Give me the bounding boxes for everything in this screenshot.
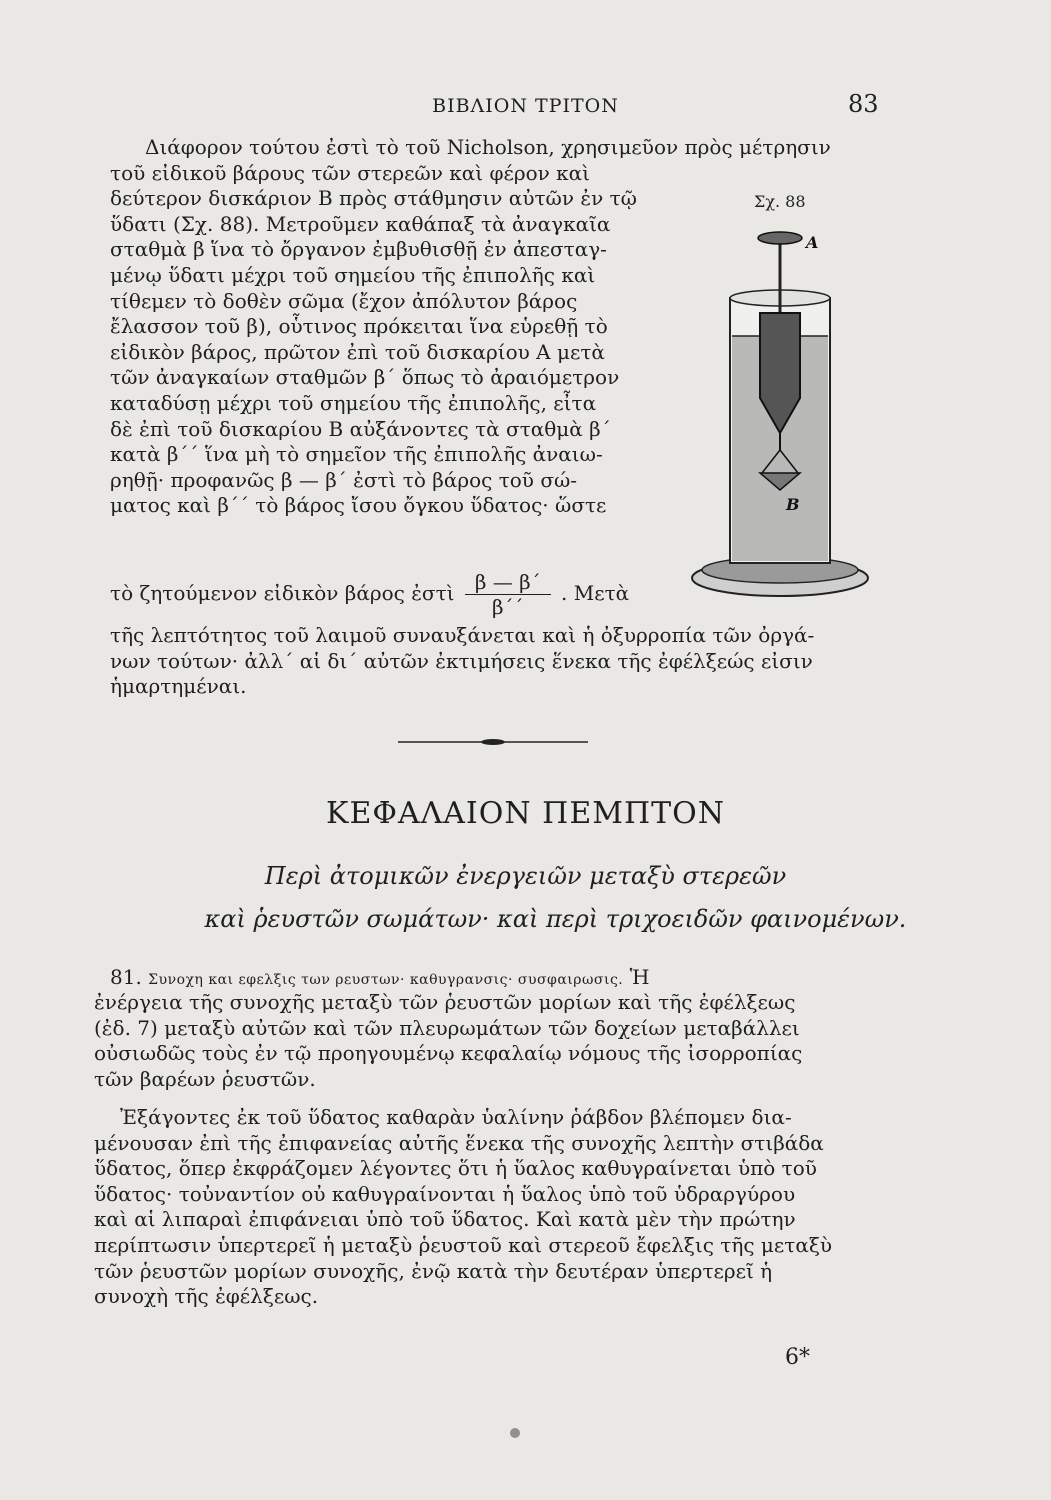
text-line: ματος καὶ β΄΄ τὸ βάρος ἴσου ὄγκου ὕδατος· ὥστε (110, 493, 607, 518)
chapter-subtitle-line-1: Περὶ ἀτομικῶν ἐνεργειῶν μεταξὺ στερεῶν (264, 862, 787, 890)
text-line: (ἐδ. 7) μεταξὺ αὐτῶν καὶ τῶν πλευρωμάτων τῶν δοχείων μεταβάλλει (94, 1015, 800, 1040)
text-line: ὕδατος, ὅπερ ἐκφράζομεν λέγοντες ὅτι ἡ ὕαλος καθυγραίνεται ὑπὸ τοῦ (94, 1156, 817, 1181)
fraction-numerator: β — β΄ (465, 570, 551, 595)
text-line: τοῦ εἰδικοῦ βάρους τῶν στερεῶν καὶ φέρον καὶ (110, 160, 590, 185)
formula-prefix: τὸ ζητούμενον εἰδικὸν βάρος ἐστὶ (110, 581, 455, 605)
text-line: ρηθῇ· προφανῶς β — β΄ ἐστὶ τὸ βάρος τοῦ σώ- (110, 467, 578, 492)
specific-gravity-fraction (465, 570, 551, 619)
paragraph-wetting (94, 1131, 862, 1310)
text-line: περίπτωσιν ὑπερτερεῖ ἡ μεταξὺ ῥευστοῦ καὶ στερεοῦ ἔφελξις τῆς μεταξὺ (94, 1232, 833, 1257)
formula-suffix: . Μετὰ (561, 581, 630, 605)
text-line: ἡμαρτημέναι. (110, 674, 247, 699)
fraction-denominator: β΄΄ (491, 595, 524, 619)
text-line: νων τούτων· ἀλλ΄ αἱ δι΄ αὐτῶν ἐκτιμήσεις ἕνεκα τῆς ἐφέλξεώς εἰσιν (110, 648, 813, 673)
section-divider (398, 738, 588, 746)
text-line: τῶν βαρέων ῥευστῶν. (94, 1066, 316, 1091)
formula-line (110, 570, 629, 619)
paragraph-first-line: Ἐξάγοντες ἐκ τοῦ ὕδατος καθαρὰν ὑαλίνην ῥάβδον βλέπομεν δια- (120, 1105, 792, 1129)
text-line: ὕδατος· τοὐναντίον οὐ καθυγραίνονται ἡ ὕαλος ὑπὸ τοῦ ὑδραργύρου (94, 1181, 796, 1206)
section-heading-end: Ἡ (629, 965, 650, 989)
chapter-subtitle-line-2: καὶ ῥευστῶν σωμάτων· καὶ περὶ τριχοειδῶν φαινομένων. (204, 905, 907, 933)
page-number: 83 (848, 90, 879, 118)
text-line: ἐνέργεια τῆς συνοχῆς μεταξὺ τῶν ῥευστῶν μορίων καὶ τῆς ἐφέλξεως (94, 990, 796, 1014)
text-line: τίθεμεν τὸ δοθὲν σῶμα (ἔχον ἀπόλυτον βάρος (110, 288, 578, 313)
paragraph-nicholson (110, 161, 670, 519)
figure-label-b: B (786, 495, 800, 514)
section-number: 81. (110, 965, 142, 989)
paragraph-continuation (110, 623, 872, 700)
figure-label-a: A (806, 233, 819, 252)
text-line: μένῳ ὕδατι μέχρι τοῦ σημείου τῆς ἐπιπολῆς καὶ (110, 262, 596, 287)
text-line: καὶ αἱ λιπαραὶ ἐπιφάνειαι ὑπὸ τοῦ ὕδατος. Καὶ κατὰ μὲν τὴν πρώτην (94, 1207, 796, 1232)
running-head: ΒΙΒΛΙΟΝ ΤΡΙΤΟΝ (432, 95, 619, 117)
text-line: κατὰ β΄΄ ἵνα μὴ τὸ σημεῖον τῆς ἐπιπολῆς ἀναιω- (110, 442, 603, 467)
text-line: τῆς λεπτότητος τοῦ λαιμοῦ συναυξάνεται καὶ ἡ ὀξυρροπία τῶν ὀργά- (110, 623, 815, 647)
text-line: δὲ ἐπὶ τοῦ δισκαρίου Β αὐξάνοντες τὰ σταθμὰ β΄ (110, 416, 611, 441)
paragraph-first-line: Διάφορον τούτου ἐστὶ τὸ τοῦ Nicholson, χρησιμεῦον πρὸς μέτρησιν (145, 135, 831, 159)
text-line: οὐσιωδῶς τοὺς ἐν τῷ προηγουμένῳ κεφαλαίῳ νόμους τῆς ἰσορροπίας (94, 1041, 803, 1066)
text-line: σταθμὰ β ἵνα τὸ ὄργανον ἐμβυθισθῇ ἐν ἀπεσταγ- (110, 237, 607, 262)
paragraph-cohesion (94, 990, 862, 1092)
text-line: τῶν ῥευστῶν μορίων συνοχῆς, ἐνῷ κατὰ τὴν δευτέραν ὑπερτερεῖ ἡ (94, 1258, 773, 1283)
text-line: μένουσαν ἐπὶ τῆς ἐπιφανείας αὐτῆς ἕνεκα τῆς συνοχῆς λεπτὴν στιβάδα (94, 1130, 824, 1155)
text-line: συνοχὴ τῆς ἐφέλξεως. (94, 1284, 319, 1309)
text-line: τῶν ἀναγκαίων σταθμῶν β΄ ὅπως τὸ ἀραιόμετρον (110, 365, 620, 390)
figure-caption: Σχ. 88 (754, 192, 806, 211)
ink-spot (510, 1428, 520, 1438)
chapter-title: ΚΕΦΑΛΑΙΟΝ ΠΕΜΠΤΟΝ (326, 796, 725, 831)
text-line: δεύτερον δισκάριον Β πρὸς στάθμησιν αὐτῶν ἐν τῷ (110, 186, 637, 211)
nicholson-hydrometer-figure (690, 218, 870, 608)
text-line: καταδύσῃ μέχρι τοῦ σημείου τῆς ἐπιπολῆς, εἶτα (110, 390, 597, 415)
section-heading-text: Συνοχη και εφελξις των ρευστων· καθυγρανσις· συσφαιρωσις. (148, 972, 624, 988)
section-81-heading (110, 965, 649, 989)
text-line: εἰδικὸν βάρος, πρῶτον ἐπὶ τοῦ δισκαρίου Α μετὰ (110, 339, 605, 364)
printer-signature: 6* (785, 1345, 810, 1370)
text-line: ὕδατι (Σχ. 88). Μετροῦμεν καθάπαξ τὰ ἀναγκαῖα (110, 211, 611, 236)
text-line: ἔλασσον τοῦ β), οὗτινος πρόκειται ἵνα εὑρεθῇ τὸ (110, 314, 608, 339)
